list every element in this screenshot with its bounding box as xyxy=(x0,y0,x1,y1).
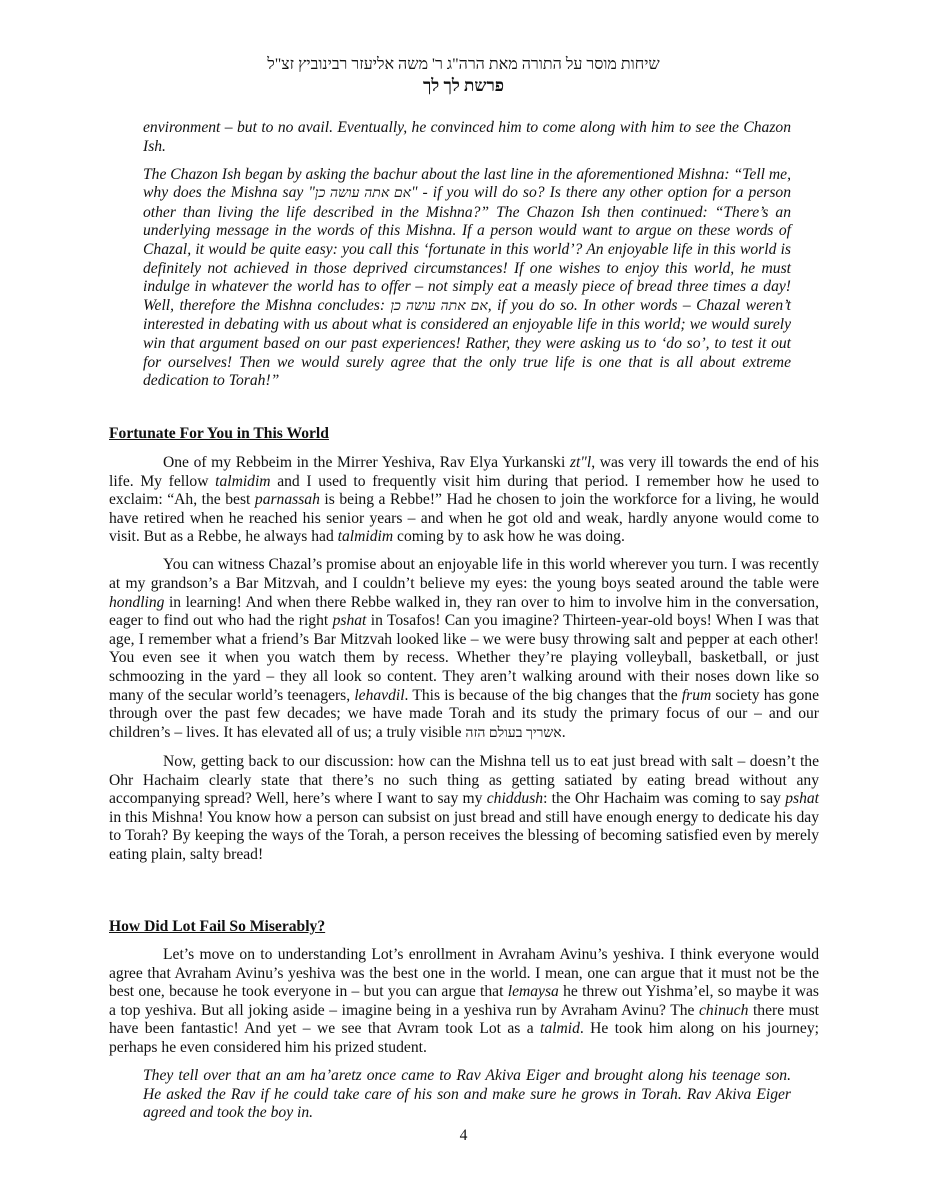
paragraph xyxy=(109,454,819,547)
text-run: : the Ohr Hachaim was coming to say xyxy=(543,790,786,808)
running-header-author: שיחות מוסר על התורה מאת הרה"ג ר' משה אליעזר רבינוביץ זצ"ל xyxy=(267,56,660,73)
paragraph xyxy=(109,753,819,865)
text-run: . He took him along on his journey; perhaps he even considered him his prized student. xyxy=(109,1020,819,1056)
italic-term: parnassah xyxy=(254,491,320,509)
text-run: The Chazon Ish began by asking the bachur about the last line in the aforementioned Mishna: “Tell me, why does the Mishna say " xyxy=(143,165,791,202)
paragraph xyxy=(109,556,819,743)
paragraph xyxy=(143,119,791,156)
text-run: , if you do so. In other words – Chazal weren’t interested in debating with us about what is considered an enjoyable life in this world; we would surely win that argument based on our past experiences! Rather, they were asking us to ‘do so’, to test it out for ourselves! Then we would surely agree that the only true life is one that is all about extreme dedication to Torah!” xyxy=(143,296,791,390)
text-run: " - if you will do so? Is there any other option for a person other than living the life described in the Mishna?” The Chazon Ish then continued: “There’s an underlying message in the words of this Mishna. If a person would want to argue on these words of Chazal, it would be quite easy: you call this ‘fortunate in this world’? An enjoyable life in this world is definitely not achieved in those deprived circumstances! If one wishes to enjoy this world, he must indulge in whatever the world has to offer – not simply eat a measly piece of bread three times a day! Well, therefore the Mishna concludes: xyxy=(143,184,792,314)
page-number: 4 xyxy=(459,1127,468,1144)
hebrew-phrase: אשריך בעולם הזה xyxy=(465,725,562,741)
italic-term: lehavdil xyxy=(354,686,405,704)
text-run: They tell over that an am ha’aretz once came to Rav Akiva Eiger and brought along his teenage son. He asked the Rav if he could take care of his son and make sure he grows in Torah. Rav Akiva Eiger agreed and took the boy in. xyxy=(143,1067,791,1122)
text-run: in learning! And when there Rebbe walked in, they ran over to him to involve him in the conversation, eager to find out who had the right xyxy=(109,593,819,630)
italic-term: pshat xyxy=(332,612,367,630)
text-run: . This is because of the big changes that the xyxy=(404,686,682,704)
hebrew-phrase: אם אתה עושה כן xyxy=(390,298,488,314)
hebrew-phrase: אם אתה עושה כן xyxy=(314,186,411,202)
quote-block-chazon-ish xyxy=(143,119,791,400)
italic-term: chinuch xyxy=(699,1001,749,1019)
italic-term: frum xyxy=(681,686,712,704)
text-run: One of my Rebbeim in the Mirrer Yeshiva, Rav Elya Yurkanski xyxy=(163,454,570,471)
text-run: You can witness Chazal’s promise about an enjoyable life in this world wherever you turn. I was recently at my grandson’s a Bar Mitzvah, and I couldn’t believe my eyes: the young boys seated around the table were xyxy=(109,556,819,593)
italic-term: hondling xyxy=(109,593,165,611)
paragraph xyxy=(109,946,819,1058)
text-run: is being a Rebbe!” Had he chosen to join the workforce for a living, he would have retired when he reached his senior years – and when he got old and weak, hardly anyone would come to visit. But as a Rebbe, he always had xyxy=(109,491,819,546)
text-run: Let’s move on to understanding Lot’s enrollment in Avraham Avinu’s yeshiva. I think everyone would agree that Avraham Avinu’s yeshiva was the best one in the world. I mean, one can argue that it must not be the best one, because he took everyone in – but you can argue that xyxy=(109,946,819,1001)
italic-term: pshat xyxy=(785,790,819,808)
text-run: . xyxy=(561,723,566,741)
section-body xyxy=(109,946,819,1067)
text-run: Now, getting back to our discussion: how can the Mishna tell us to eat just bread with salt – doesn’t the Ohr Hachaim clearly state that there’s no such thing as getting satiated by eating bread without any accompanying spread? Well, here’s where I want to say my xyxy=(109,752,819,808)
section-heading: How Did Lot Fail So Miserably? xyxy=(109,918,326,935)
running-header-parsha: פרשת לך לך xyxy=(422,76,505,95)
paragraph xyxy=(143,1067,791,1123)
italic-term: talmid xyxy=(540,1020,580,1038)
italic-term: chiddush xyxy=(486,790,544,808)
paragraph xyxy=(143,166,791,391)
italic-term: talmidim xyxy=(337,528,394,546)
text-run: environment – but to no avail. Eventually, he convinced him to come along with him to see the Chazon Ish. xyxy=(143,119,791,155)
text-run: he threw out Yishma’el, so maybe it was a top yeshiva. But all joking aside – imagine being in a yeshiva run by Avraham Avinu? The xyxy=(109,983,819,1019)
section-heading: Fortunate For You in This World xyxy=(109,425,329,442)
text-run: , was very ill towards the end of his life. My fellow xyxy=(109,454,819,490)
italic-term: lemaysa xyxy=(507,983,559,1001)
text-run: there must have been fantastic! And yet – we see that Avram took Lot as a xyxy=(109,1001,819,1038)
quote-block-akiva-eiger xyxy=(143,1067,791,1132)
text-run: and I used to frequently visit him during that period. I remember how he used to exclaim: “Ah, the best xyxy=(109,472,819,509)
text-run: in this Mishna! You know how a person can subsist on just bread and still have enough energy to dedicate his day to Torah? By keeping the ways of the Torah, a person receives the blessing of becoming satisfied even by merely eating plain, salty bread! xyxy=(109,808,819,863)
italic-term: zt"l xyxy=(569,454,592,471)
text-run: society has gone through over the past few decades; we have made Torah and its study the primary focus of our – and our children’s – lives. It has elevated all of us; a truly visible xyxy=(109,686,819,741)
text-run: in Tosafos! Can you imagine? Thirteen-year-old boys! When I was that age, I remember what a friend’s Bar Mitzvah looked like – we were busy throwing salt and pepper at each other! You even see it when you watch them by recess. Whether they’re playing volleyball, basketball, or just schmoozing in the yard – they all look so content. They aren’t walking around with their noses down like so many of the secular world’s teenagers, xyxy=(109,612,819,704)
text-run: coming by to ask how he was doing. xyxy=(393,528,625,546)
section-body xyxy=(109,454,819,874)
italic-term: talmidim xyxy=(215,472,271,490)
